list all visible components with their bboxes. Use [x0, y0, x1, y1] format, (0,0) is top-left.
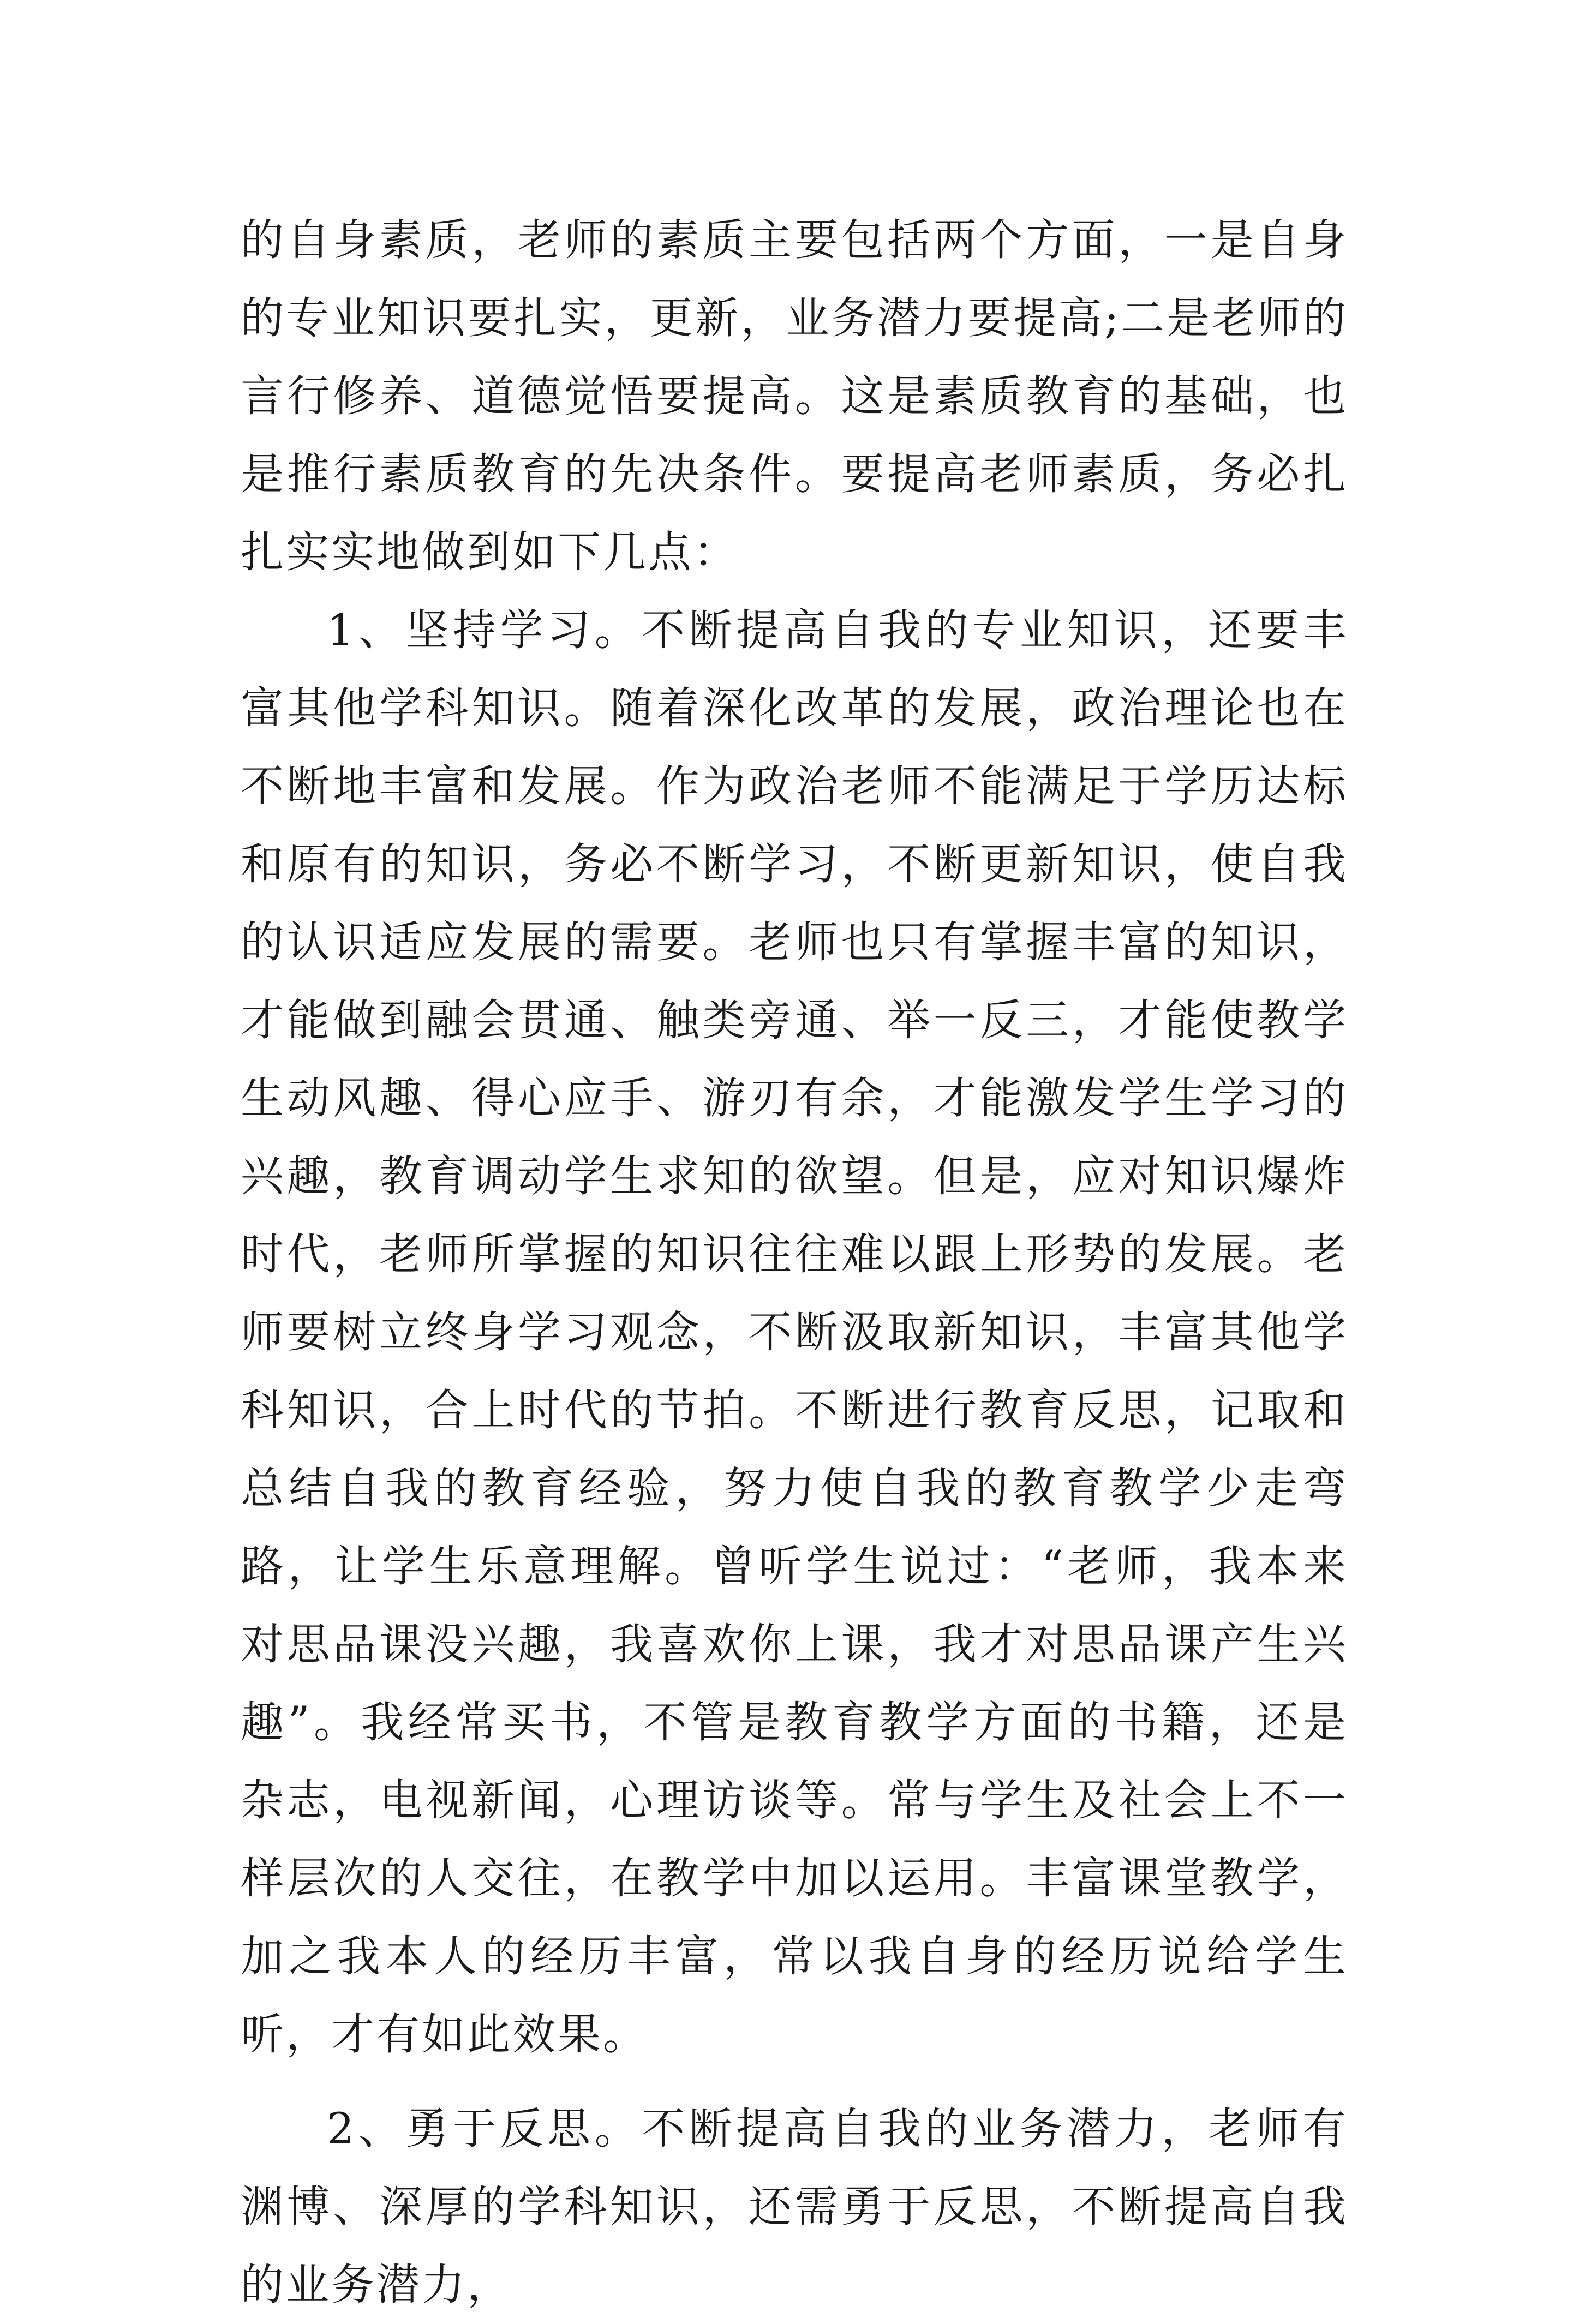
paragraph-continuation: 的自身素质，老师的素质主要包括两个方面，一是自身的专业知识要扎实，更新，业务潜力要提高;二是老师的言行修养、道德觉悟要提高。这是素质教育的基础，也是推行素质教育的先决条件。要提高老师素质，务必扎扎实实地做到如下几点：	[241, 215, 1348, 577]
document-body	[241, 201, 1348, 2324]
paragraph-point-2: 2、勇于反思。不断提高自我的业务潜力，老师有渊博、深厚的学科知识，还需勇于反思，不断提高自我的业务潜力，	[241, 2104, 1348, 2310]
paragraph-point-1: 1、坚持学习。不断提高自我的专业知识，还要丰富其他学科知识。随着深化改革的发展，政治理论也在不断地丰富和发展。作为政治老师不能满足于学历达标和原有的知识，务必不断学习，不断更新知识，使自我的认识适应发展的需要。老师也只有掌握丰富的知识，才能做到融会贯通、触类旁通、举一反三，才能使教学生动风趣、得心应手、游刃有余，才能激发学生学习的兴趣，教育调动学生求知的欲望。但是，应对知识爆炸时代，老师所掌握的知识往往难以跟上形势的发展。老师要树立终身学习观念，不断汲取新知识，丰富其他学科知识，合上时代的节拍。不断进行教育反思，记取和总结自我的教育经验，努力使自我的教育教学少走弯路，让学生乐意理解。曾听学生说过：“老师，我本来对思品课没兴趣，我喜欢你上课，我才对思品课产生兴趣”。我经常买书，不管是教育教学方面的书籍，还是杂志，电视新闻，心理访谈等。常与学生及社会上不一样层次的人交往，在教学中加以运用。丰富课堂教学，加之我本人的经历丰富，常以我自身的经历说给学生听，才有如此效果。	[241, 605, 1348, 2059]
